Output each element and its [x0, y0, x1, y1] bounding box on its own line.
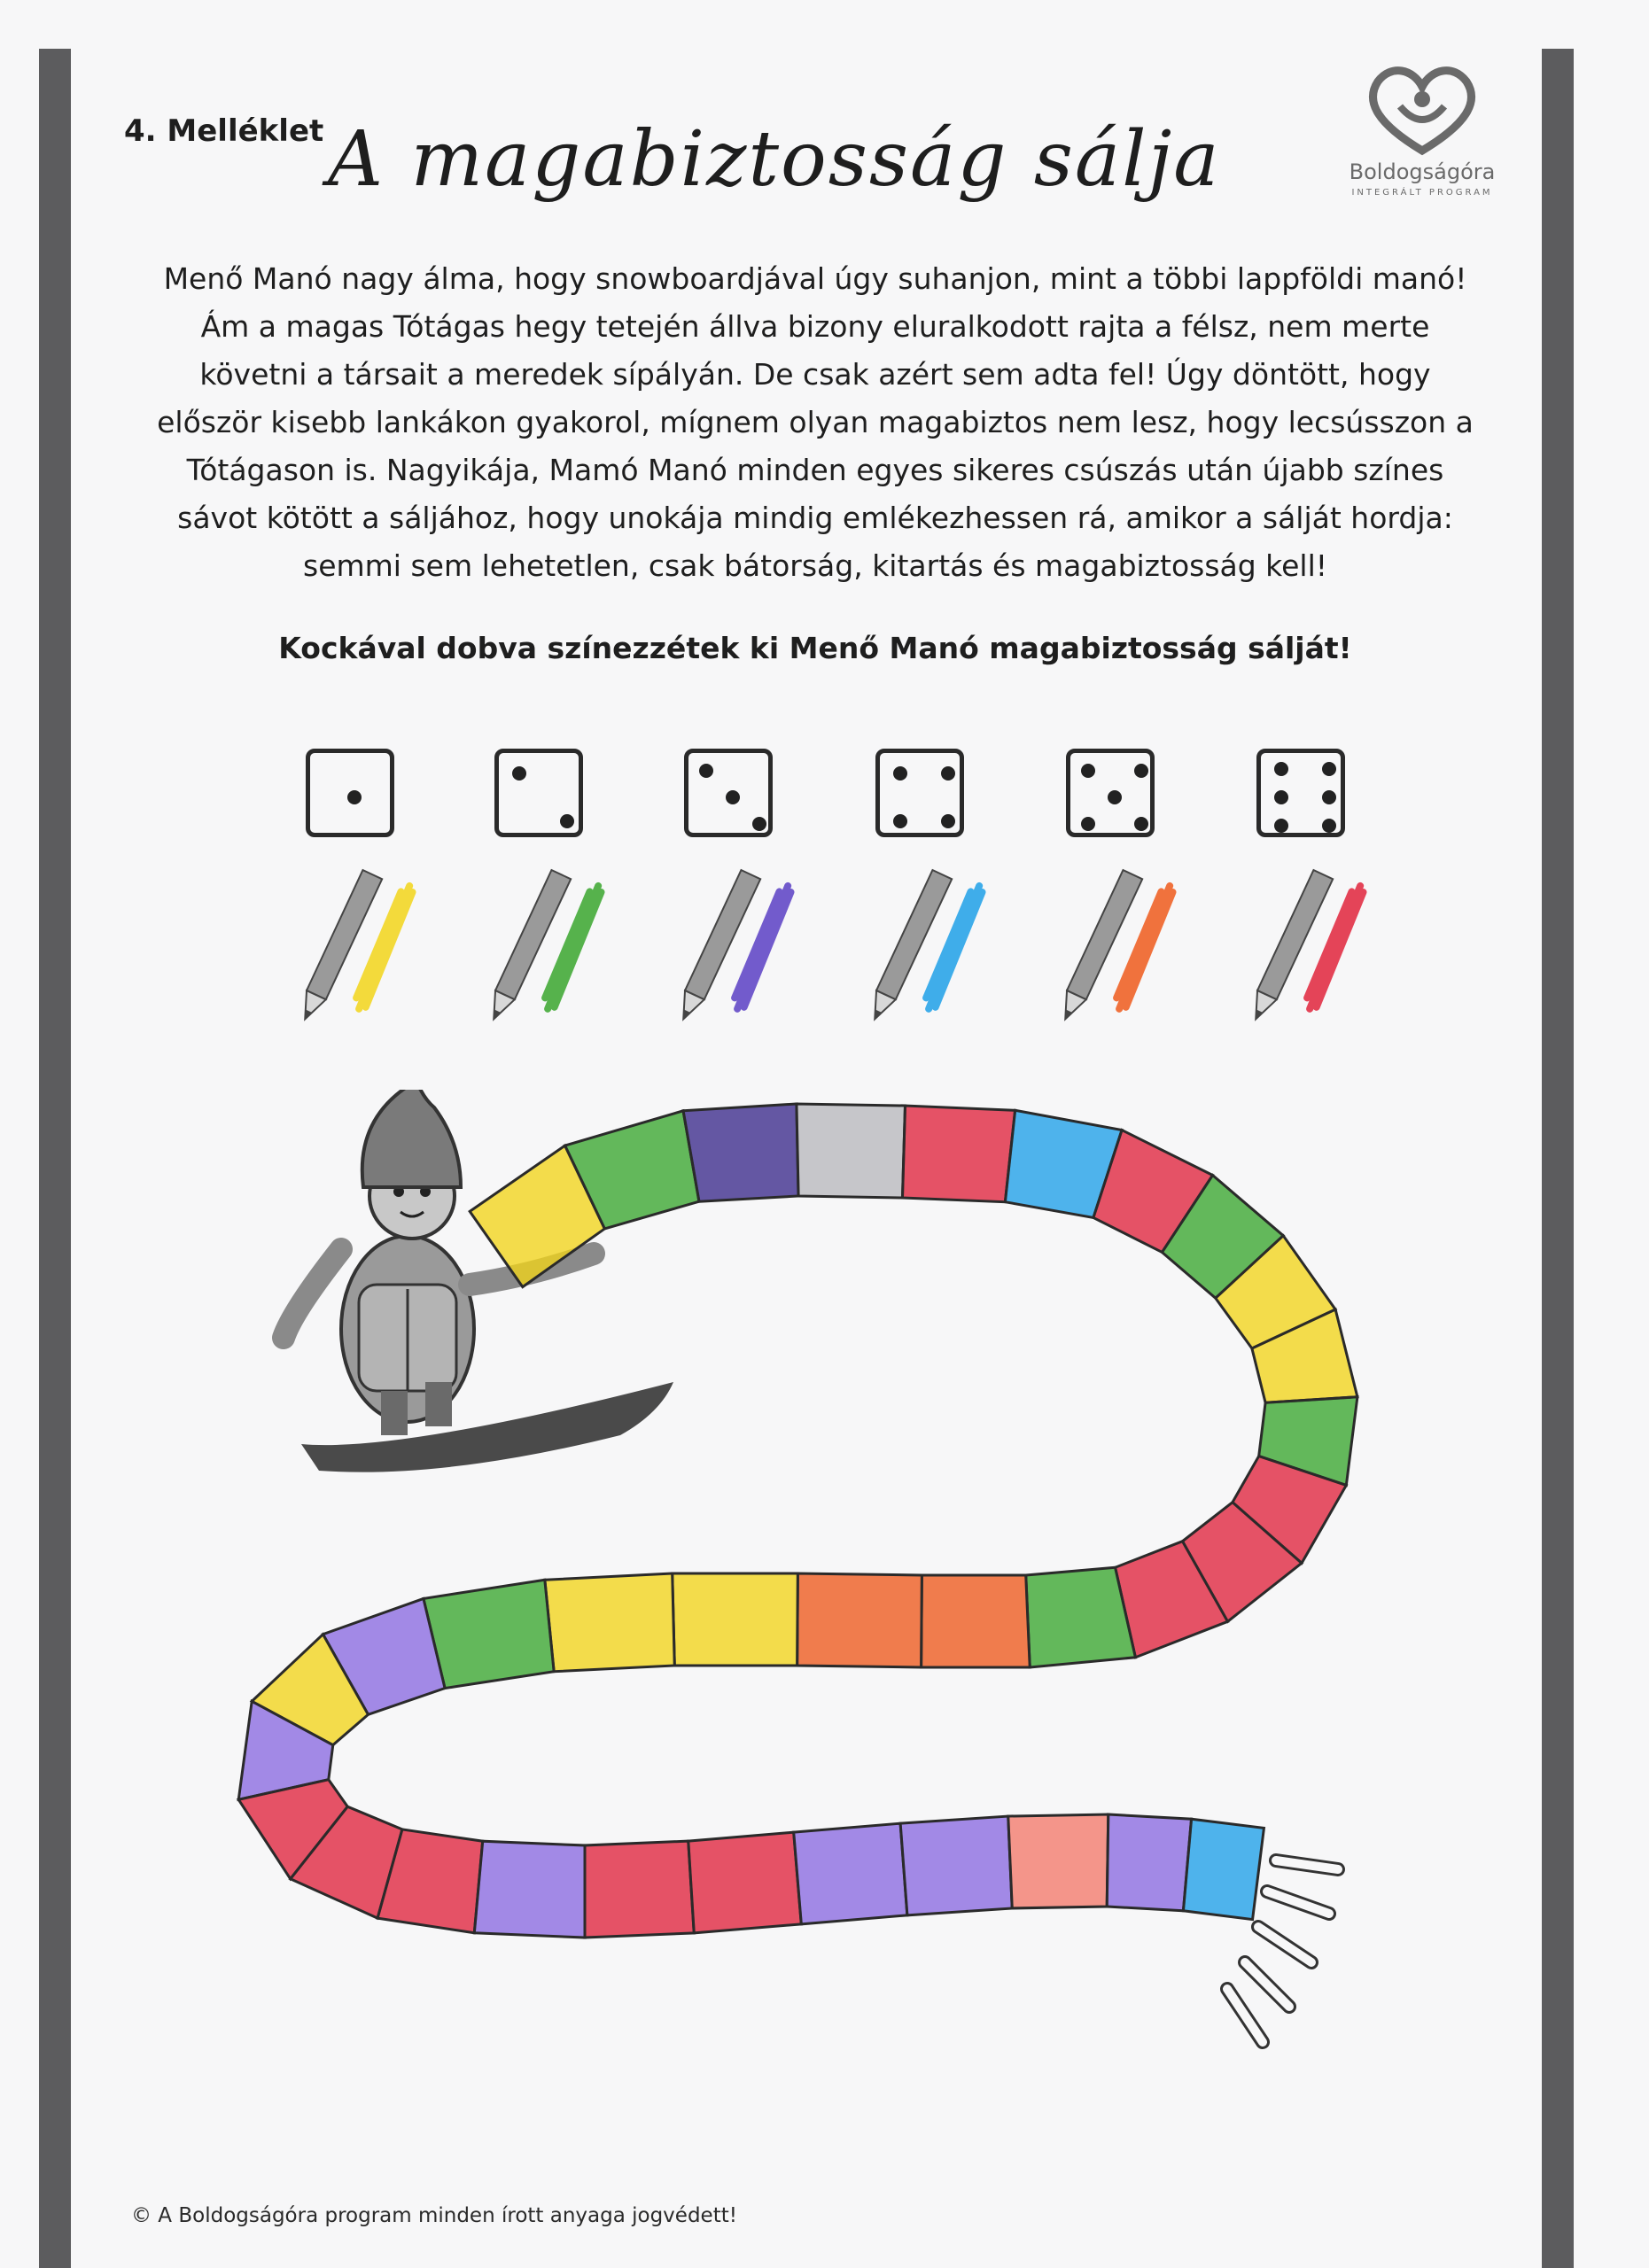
die-pip: [893, 814, 907, 828]
pencil-icon: [858, 864, 1000, 1032]
scarf-stripe: [683, 1104, 798, 1201]
die-pip: [1134, 764, 1148, 778]
die-pip: [1274, 762, 1288, 776]
heart-logo-icon: [1360, 62, 1484, 159]
die-pip: [893, 766, 907, 781]
pencil-icon: [666, 864, 808, 1032]
scarf-stripe: [545, 1573, 674, 1672]
pencil-icon: [1239, 864, 1381, 1032]
page-title: A magabiztosság sálja: [328, 115, 1221, 204]
story-line: először kisebb lankákon gyakorol, mígnem olyan magabiztos nem lesz, hogy lecsússzon a: [157, 405, 1474, 439]
die-pip: [1081, 764, 1095, 778]
pencil-icon: [288, 864, 430, 1032]
die-pip: [941, 766, 955, 781]
scarf-stripe: [673, 1573, 798, 1666]
story-line: semmi sem lehetetlen, csak bátorság, kitartás és magabiztosság kell!: [303, 548, 1327, 583]
die-pip: [1081, 817, 1095, 831]
die-face-4-icon: [875, 749, 964, 837]
die-face-5-icon: [1066, 749, 1155, 837]
die-pip: [941, 814, 955, 828]
scarf-stripe: [424, 1580, 554, 1688]
logo-subtitle: INTEGRÁLT PROGRAM: [1351, 188, 1493, 198]
die-pip: [1322, 790, 1336, 804]
pencil-icon: [1048, 864, 1190, 1032]
scarf-stripe: [797, 1573, 922, 1667]
scarf-stripe: [1026, 1567, 1136, 1667]
scarf-stripe: [585, 1841, 694, 1938]
die-face-3-icon: [684, 749, 773, 837]
scarf-stripe: [1183, 1819, 1264, 1919]
die-face-6-icon: [1256, 749, 1345, 837]
instruction-text: Kockával dobva színezzétek ki Menő Manó magabiztosság sálját!: [278, 631, 1352, 665]
scarf-illustration: [0, 1090, 1649, 2179]
die-pip: [752, 817, 766, 831]
die-pip: [512, 766, 526, 781]
die-pip: [1274, 819, 1288, 833]
die-pip: [1108, 790, 1122, 804]
appendix-label: 4. Melléklet: [124, 113, 324, 149]
dice-color-key: [0, 749, 1649, 1041]
scarf-drawing: [0, 1090, 1649, 2179]
story-line: Ám a magas Tótágas hegy tetején állva bizony eluralkodott rajta a félsz, nem merte: [200, 309, 1430, 344]
scarf-stripe: [900, 1816, 1012, 1915]
die-pip: [560, 814, 574, 828]
story-line: Tótágason is. Nagyikája, Mamó Manó minden egyes sikeres csúszás után újabb színes: [186, 453, 1444, 487]
die-pip: [1322, 819, 1336, 833]
logo-name: Boldogságóra: [1349, 159, 1496, 184]
die-pip: [1322, 762, 1336, 776]
scarf-stripe: [902, 1106, 1015, 1202]
scarf-stripe: [797, 1104, 906, 1198]
die-pip: [726, 790, 740, 804]
boldogsagora-logo: [1329, 62, 1515, 213]
die-face-1-icon: [306, 749, 394, 837]
die-pip: [1134, 817, 1148, 831]
scarf-stripe: [1008, 1814, 1108, 1908]
story-line: Menő Manó nagy álma, hogy snowboardjával úgy suhanjon, mint a többi lappföldi manó!: [163, 261, 1467, 296]
scarf-stripe: [794, 1823, 907, 1924]
scarf-stripe: [688, 1832, 802, 1933]
story-line: sávot kötött a sáljához, hogy unokája mindig emlékezhessen rá, amikor a sálját hordja:: [177, 501, 1453, 535]
story-text: [106, 255, 1524, 590]
die-pip: [1274, 790, 1288, 804]
scarf-stripe: [1107, 1814, 1191, 1911]
copyright-footer: © A Boldogságóra program minden írott anyaga jogvédett!: [131, 2204, 737, 2227]
story-line: követni a társait a meredek sípályán. De csak azért sem adta fel! Úgy döntött, hogy: [199, 357, 1431, 392]
scarf-stripe: [474, 1841, 585, 1938]
scarf-stripe: [922, 1575, 1031, 1667]
die-pip: [699, 764, 713, 778]
die-pip: [347, 790, 362, 804]
pencil-icon: [477, 864, 618, 1032]
die-face-2-icon: [494, 749, 583, 837]
